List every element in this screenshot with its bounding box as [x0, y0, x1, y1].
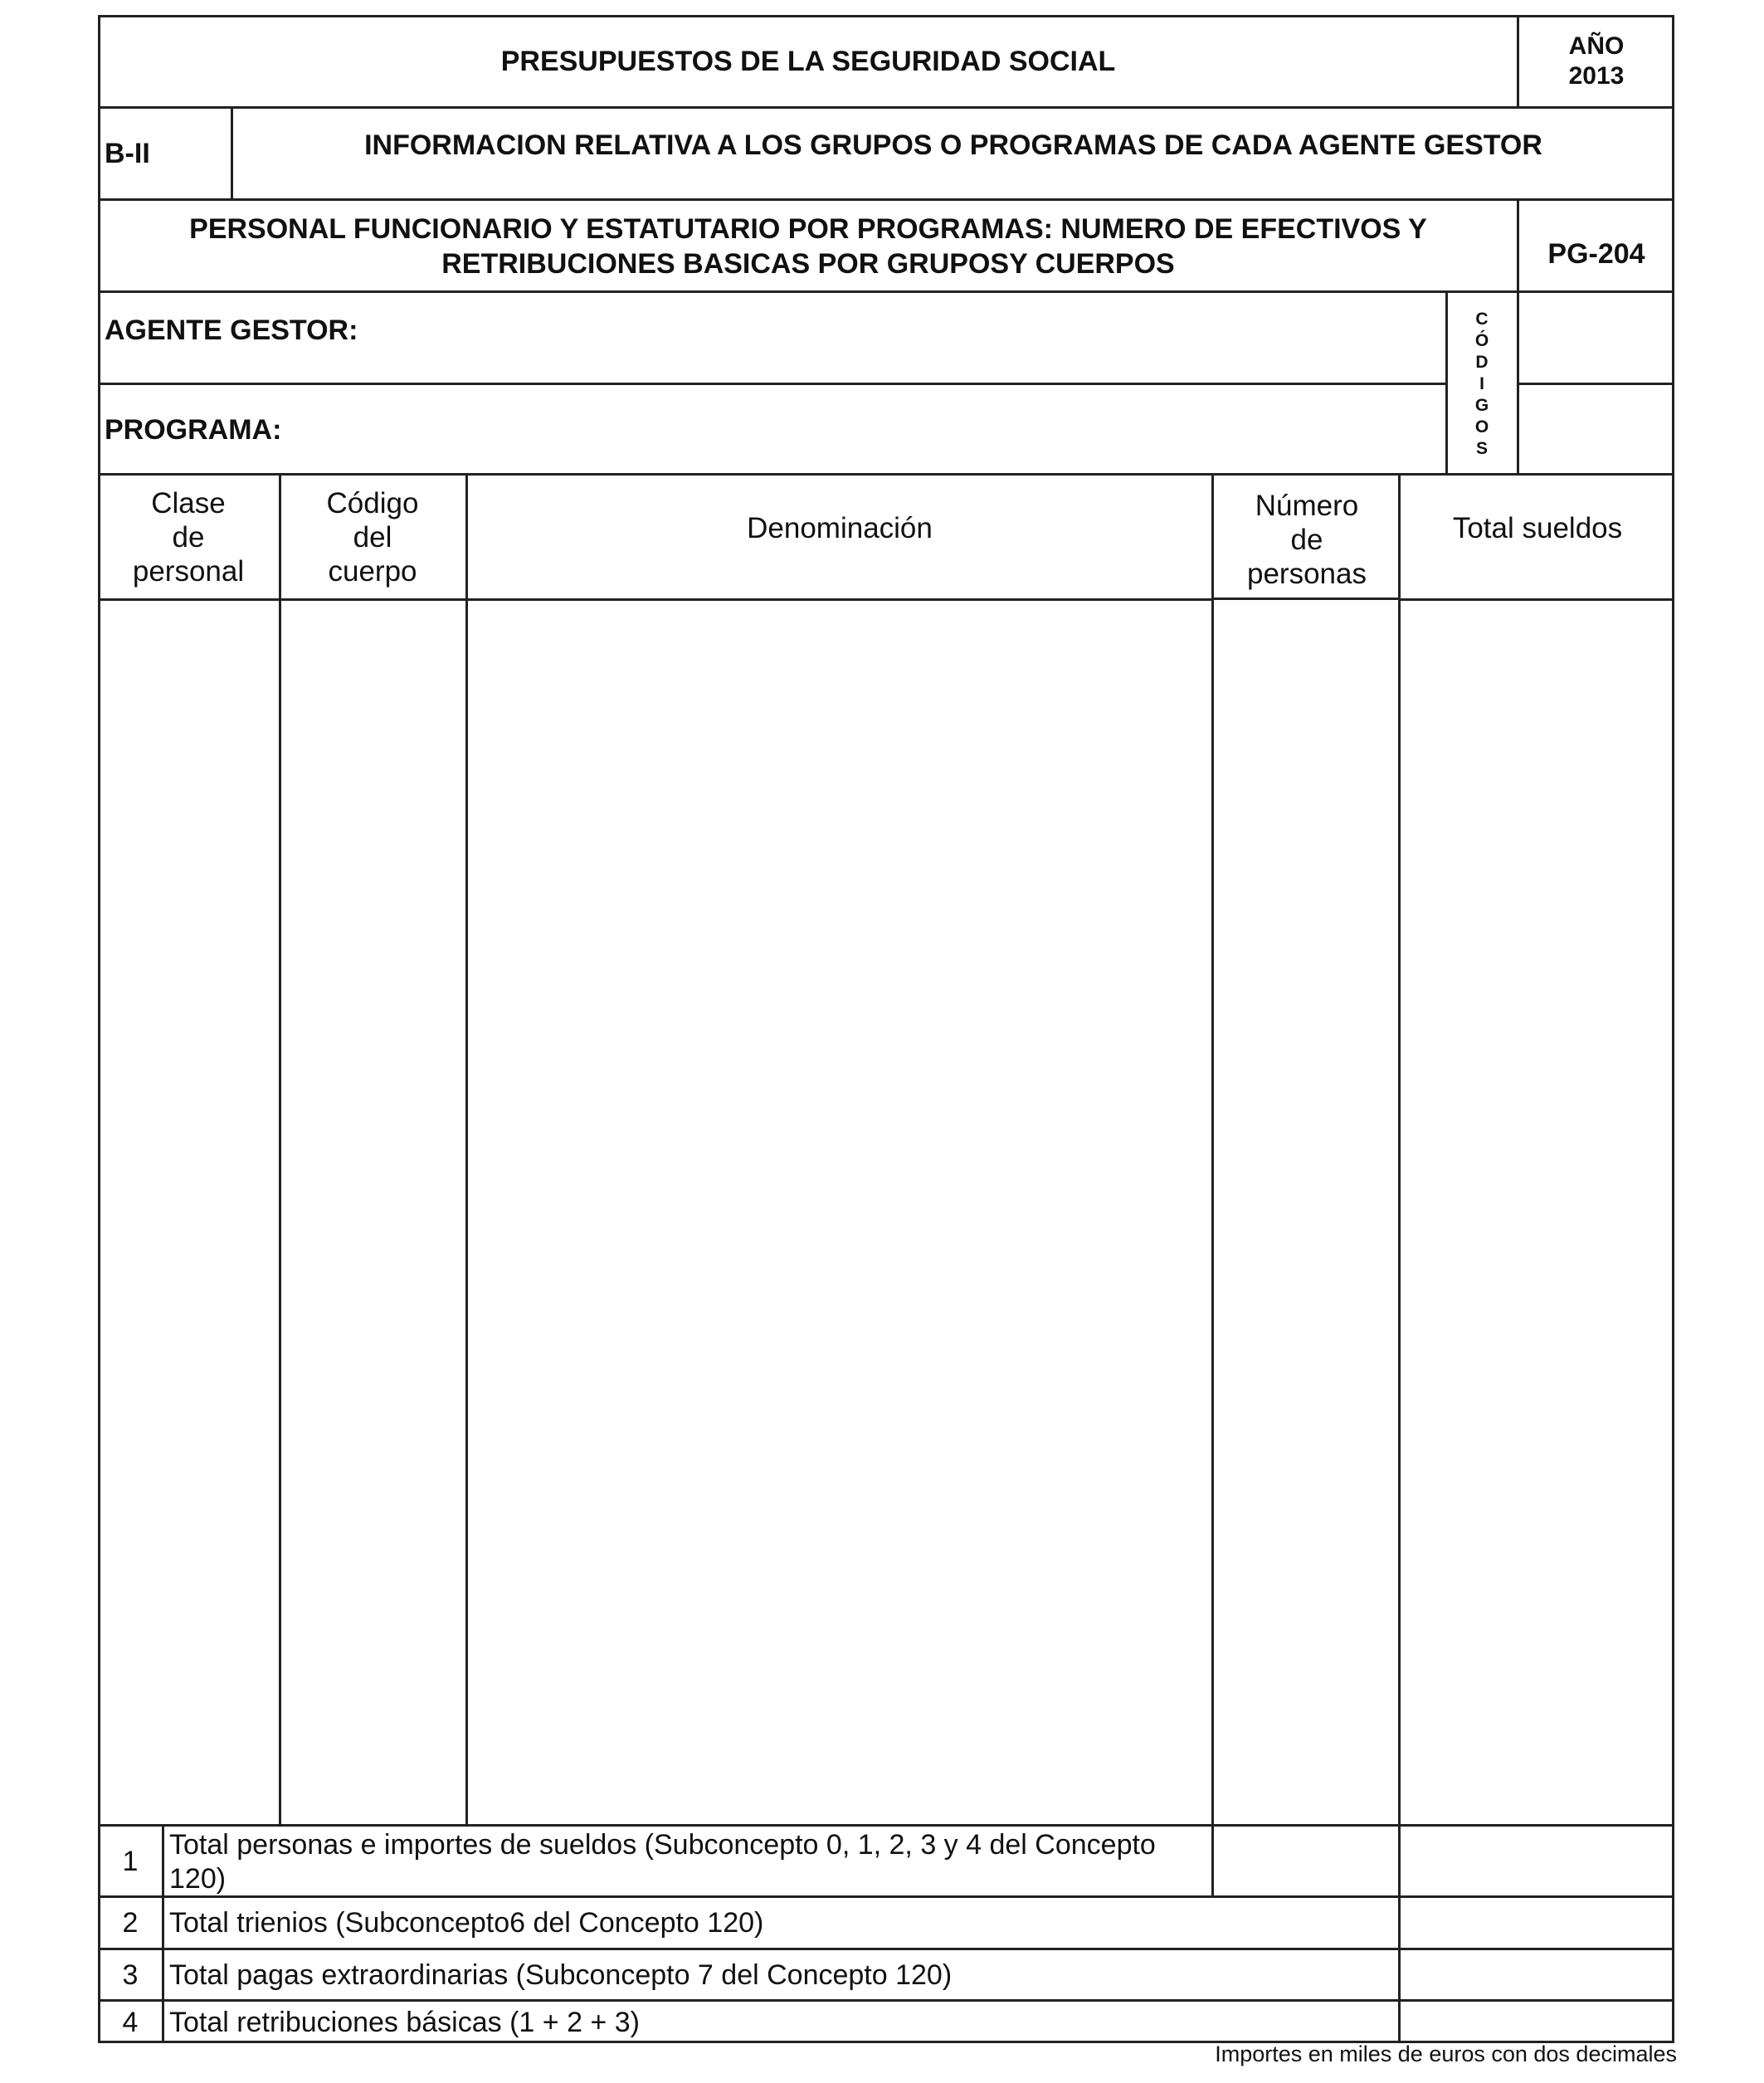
- total-row-label: Total personas e importes de sueldos (Subconcepto 0, 1, 2, 3 y 4 del Concepto 120): [169, 1828, 1156, 1895]
- year-label: AÑO: [1568, 32, 1625, 60]
- codigos-letter: D: [1475, 353, 1489, 372]
- total-importe-field[interactable]: [1401, 1898, 1674, 1949]
- total-importe-field[interactable]: [1401, 1950, 1674, 2000]
- agente-gestor-label: AGENTE GESTOR:: [105, 314, 358, 346]
- total-row-number: 3: [122, 1959, 139, 1991]
- total-row-label: Total trienios (Subconcepto6 del Concepto 120): [169, 1907, 764, 1939]
- col-header-codigo: Código del cuerpo: [326, 486, 419, 588]
- page-title: PRESUPUESTOS DE LA SEGURIDAD SOCIAL: [500, 45, 1116, 77]
- year-value: 2013: [1568, 62, 1625, 90]
- codigos-letter: G: [1474, 396, 1489, 415]
- codigos-letter: Ó: [1474, 331, 1489, 350]
- table-body[interactable]: [98, 601, 1674, 1825]
- form-code: PG-204: [1547, 237, 1645, 270]
- section-code: B-II: [105, 137, 150, 169]
- total-row-label: Total retribuciones básicas (1 + 2 + 3): [169, 2006, 640, 2038]
- total-row-number: 4: [122, 2006, 139, 2038]
- codigos-letter: C: [1475, 310, 1489, 329]
- codigos-label: [1448, 297, 1516, 471]
- col-header-denominacion: Denominación: [747, 512, 933, 544]
- agente-gestor-code-field[interactable]: [1519, 293, 1674, 383]
- codigos-letter: S: [1475, 439, 1488, 458]
- form-title: PERSONAL FUNCIONARIO Y ESTATUTARIO POR PROGRAMAS: NUMERO DE EFECTIVOS Y RETRIBUCIONES BASICAS POR GRUPOSY CUERPOS: [189, 213, 1427, 280]
- col-header-total-sueldos: Total sueldos: [1452, 512, 1623, 544]
- col-header-clase: Clase de personal: [132, 486, 245, 588]
- total-importe-field[interactable]: [1401, 2002, 1674, 2043]
- programa-code-field[interactable]: [1519, 385, 1674, 475]
- codigos-letter: O: [1474, 417, 1489, 437]
- total-row-number: 2: [122, 1907, 139, 1939]
- programa-label: PROGRAMA:: [105, 413, 282, 446]
- divider: [1211, 598, 1401, 600]
- total-importe-field[interactable]: [1401, 1827, 1674, 1897]
- footer-note: Importes en miles de euros con dos decimales: [1215, 2042, 1677, 2066]
- total-row-label: Total pagas extraordinarias (Subconcepto 7 del Concepto 120): [169, 1959, 953, 1991]
- total-personas-field[interactable]: [1214, 1827, 1398, 1897]
- col-header-numero: Número de personas: [1247, 489, 1367, 590]
- total-row-number: 1: [122, 1846, 139, 1877]
- year-box: [1518, 15, 1674, 108]
- codigos-letter: I: [1479, 374, 1484, 393]
- section-title: INFORMACION RELATIVA A LOS GRUPOS O PROGRAMAS DE CADA AGENTE GESTOR: [364, 129, 1542, 161]
